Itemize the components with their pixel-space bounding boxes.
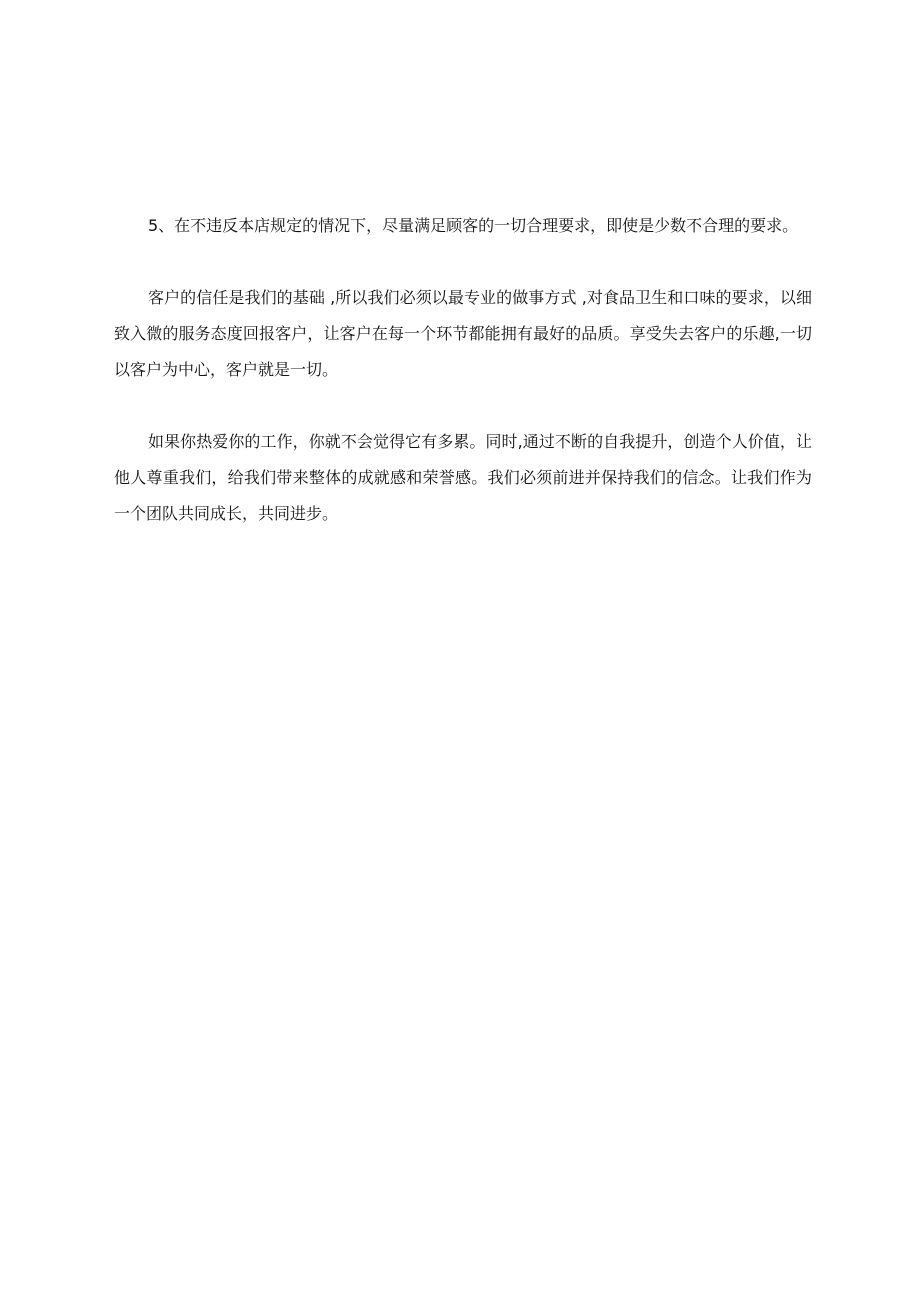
paragraph-rule-5: 5、在不违反本店规定的情况下，尽量满足顾客的一切合理要求，即使是少数不合理的要求。 <box>148 216 799 235</box>
document-body <box>114 208 812 568</box>
paragraph-love-work: 如果你热爱你的工作，你就不会觉得它有多累。同时,通过不断的自我提升，创造个人价值，让他人尊重我们，给我们带来整体的成就感和荣誉感。我们必须前进并保持我们的信念。让我们作为一个团队共同成长，共同进步。 <box>114 432 812 523</box>
paragraph-customer-trust: 客户的信任是我们的基础 ,所以我们必须以最专业的做事方式 ,对食品卫生和口味的要求，以细致入微的服务态度回报客户，让客户在每一个环节都能拥有最好的品质。享受失去客户的乐趣,一切以客户为中心，客户就是一切。 <box>114 288 812 379</box>
